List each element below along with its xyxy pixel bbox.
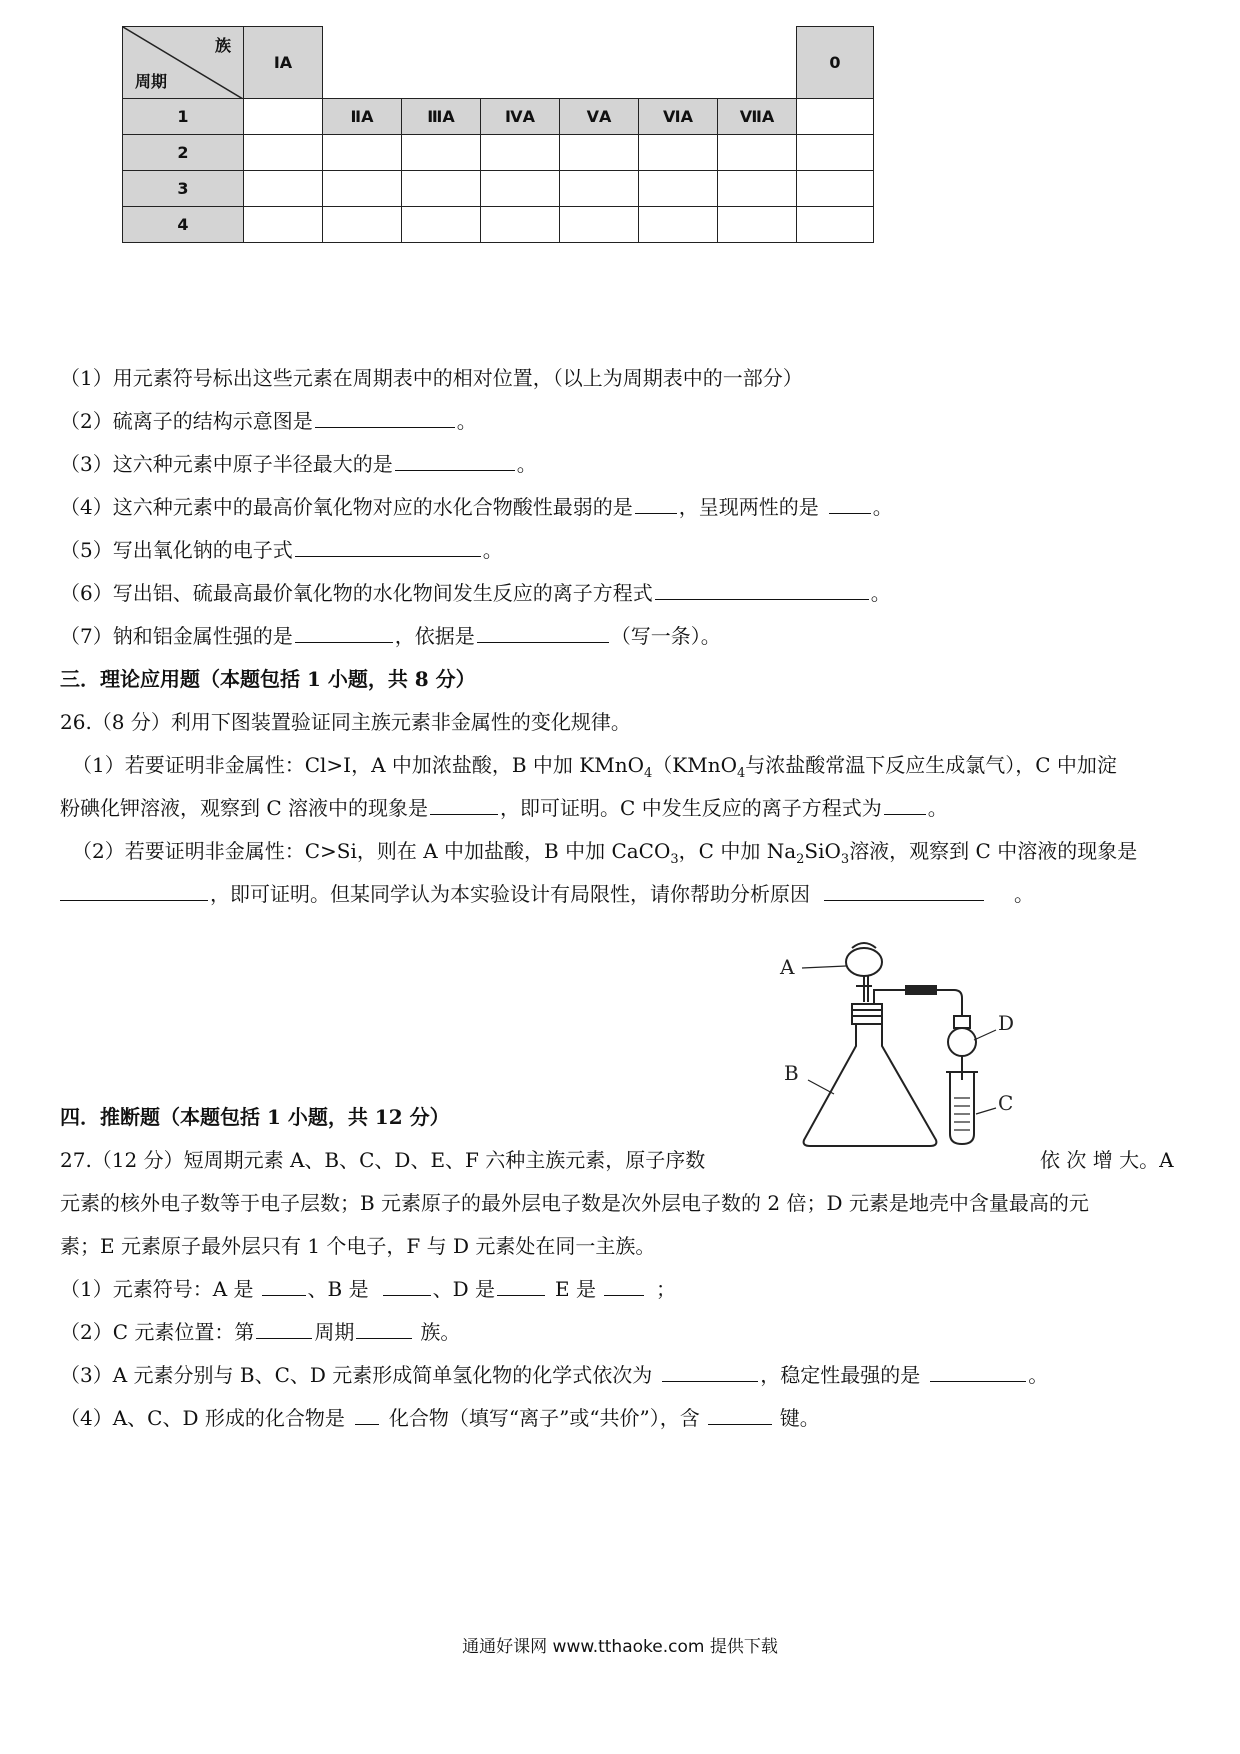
answer-blank[interactable] (930, 1363, 1026, 1382)
q26-part1-text: （KMnO (652, 753, 737, 777)
table-cell (639, 207, 718, 243)
flask-stopper (852, 1004, 882, 1024)
table-cell (323, 207, 402, 243)
q27-part4-text: 化合物（填写“离子”或“共价”），含 (388, 1406, 700, 1430)
q26-part2-line2 (60, 880, 1034, 908)
answer-blank[interactable] (60, 882, 208, 901)
q25-part2 (60, 407, 477, 435)
section-4-heading: 四．推断题（本题包括 1 小题，共 12 分） (60, 1105, 450, 1129)
answer-blank[interactable] (604, 1277, 644, 1296)
q25-part3-end: 。 (516, 452, 537, 476)
table-corner-cell (123, 27, 244, 99)
answer-blank[interactable] (497, 1277, 545, 1296)
group-5a-header: ⅤA (560, 99, 639, 135)
q26-part1-end: 。 (927, 796, 948, 820)
q27-line2: 元素的核外电子数等于电子层数；B 元素原子的最外层电子数是次外层电子数的 2 倍；D 元素是地壳中含量最高的元 (60, 1191, 1089, 1215)
q25-part7-end: （写一条）。 (610, 624, 721, 648)
q27-part2-text: 周期 (314, 1320, 355, 1344)
answer-blank[interactable] (824, 882, 984, 901)
q27-part1-text: 、B 是 (307, 1277, 369, 1301)
q27-part4 (60, 1404, 820, 1432)
test-tube (950, 1072, 974, 1144)
q25-part3-text: （3）这六种元素中原子半径最大的是 (60, 452, 393, 476)
q27-part3-text: （3）A 元素分别与 B、C、D 元素形成简单氢化物的化学式依次为 (60, 1363, 653, 1387)
table-cell (244, 99, 323, 135)
table-cell (560, 171, 639, 207)
answer-blank[interactable] (635, 495, 677, 514)
q25-part4-text: （4）这六种元素中的最高价氧化物对应的水化合物酸性最弱的是 (60, 495, 633, 519)
tube-stopper (954, 1016, 970, 1028)
table-cell (323, 135, 402, 171)
table-gap (323, 27, 797, 99)
q26-part1-text: （1）若要证明非金属性：Cl>I，A 中加浓盐酸，B 中加 KMnO (72, 753, 644, 777)
q26-part2-end: 。 (1014, 882, 1034, 906)
subscript: 4 (644, 766, 653, 781)
periodic-table (122, 26, 874, 243)
answer-blank[interactable] (315, 409, 455, 428)
q25-part4-end: 。 (872, 495, 893, 519)
table-cell (481, 207, 560, 243)
group-0-header: 0 (797, 27, 874, 99)
q26-part1-line2 (60, 794, 948, 822)
table-cell (244, 207, 323, 243)
table-cell (797, 171, 874, 207)
q27-part4-end: 键。 (779, 1406, 820, 1430)
q26-part2-text: SiO (804, 839, 841, 863)
period-2-label: 2 (123, 135, 244, 171)
q27-part2-end: 族。 (420, 1320, 461, 1344)
q25-part1: （1）用元素符号标出这些元素在周期表中的相对位置，（以上为周期表中的一部分） (60, 366, 803, 390)
table-cell (560, 207, 639, 243)
q25-part2-end: 。 (456, 409, 477, 433)
period-4-label: 4 (123, 207, 244, 243)
table-cell (718, 171, 797, 207)
subscript: 2 (796, 852, 805, 867)
corner-period-label: 周期 (135, 72, 168, 91)
table-cell (797, 99, 874, 135)
q25-part7 (60, 622, 721, 650)
subscript: 3 (840, 852, 850, 867)
q26-part2-line1 (72, 837, 1137, 874)
q26-part1-text: 粉碘化钾溶液，观察到 C 溶液中的现象是 (60, 796, 429, 820)
table-cell (797, 135, 874, 171)
group-1a-header: ⅠA (244, 27, 323, 99)
drying-bulb (948, 1028, 976, 1056)
q27-part1 (60, 1275, 676, 1303)
q26-part2-text: ，C 中加 Na (678, 839, 797, 863)
answer-blank[interactable] (355, 1406, 379, 1425)
q27-line1-end: 依 次 增 大。A (1040, 1148, 1174, 1172)
table-cell (560, 135, 639, 171)
table-cell (481, 171, 560, 207)
page-footer: 通通好课网 www.tthaoke.com 提供下载 (462, 1637, 778, 1657)
q26-part2-text: （2）若要证明非金属性：C>Si，则在 A 中加盐酸，B 中加 CaCO (72, 839, 671, 863)
q26-part1-line1 (72, 751, 1117, 788)
answer-blank[interactable] (829, 495, 871, 514)
separatory-funnel (846, 948, 882, 976)
q26-part2-text: 溶液，观察到 C 中溶液的现象是 (849, 839, 1138, 863)
rubber-connector (906, 986, 936, 994)
q25-part6-text: （6）写出铝、硫最高最价氧化物的水化物间发生反应的离子方程式 (60, 581, 653, 605)
q27-part1-text: （1）元素符号：A 是 (60, 1277, 254, 1301)
section-3-heading: 三．理论应用题（本题包括 1 小题，共 8 分） (60, 667, 476, 691)
q27-line1: 27.（12 分）短周期元素 A、B、C、D、E、F 六种主族元素，原子序数 (60, 1148, 706, 1172)
q25-part5-text: （5）写出氧化钠的电子式 (60, 538, 293, 562)
q26-part2-text: ，即可证明。但某同学认为本实验设计有局限性，请你帮助分析原因 (210, 882, 810, 906)
answer-blank[interactable] (662, 1363, 758, 1382)
subscript: 4 (736, 766, 746, 781)
answer-blank[interactable] (477, 624, 609, 643)
period-3-label: 3 (123, 171, 244, 207)
table-cell (323, 171, 402, 207)
q25-part6-end: 。 (870, 581, 891, 605)
q27-part4-text: （4）A、C、D 形成的化合物是 (60, 1406, 345, 1430)
q26-heading: 26.（8 分）利用下图装置验证同主族元素非金属性的变化规律。 (60, 710, 631, 734)
q27-part1-text: 、D 是 (432, 1277, 495, 1301)
table-cell (718, 135, 797, 171)
q25-part2-text: （2）硫离子的结构示意图是 (60, 409, 313, 433)
table-cell (797, 207, 874, 243)
answer-blank[interactable] (655, 581, 869, 600)
subscript: 3 (670, 852, 679, 867)
q25-part4-text2: ，呈现两性的是 (678, 495, 819, 519)
answer-blank[interactable] (884, 796, 926, 815)
apparatus-diagram (770, 930, 1040, 1150)
period-1-label: 1 (123, 99, 244, 135)
q27-part3 (60, 1361, 1048, 1389)
table-cell (718, 207, 797, 243)
table-cell (639, 135, 718, 171)
q27-part2 (60, 1318, 460, 1346)
q26-part1-text: 与浓盐酸常温下反应生成氯气），C 中加淀 (745, 753, 1117, 777)
q25-part5-end: 。 (482, 538, 503, 562)
q25-part6 (60, 579, 891, 607)
q26-part1-text: ，即可证明。C 中发生反应的离子方程式为 (500, 796, 882, 820)
label-b: B (784, 1061, 799, 1085)
group-6a-header: ⅥA (639, 99, 718, 135)
answer-blank[interactable] (295, 624, 393, 643)
q25-part7-text2: ，依据是 (394, 624, 475, 648)
q27-part3-text: ，稳定性最强的是 (760, 1363, 921, 1387)
q27-part1-text: E 是 (555, 1277, 596, 1301)
group-7a-header: ⅦA (718, 99, 797, 135)
conical-flask (804, 1024, 937, 1146)
q27-part1-end: ； (655, 1277, 676, 1301)
q27-part2-text: （2）C 元素位置：第 (60, 1320, 255, 1344)
group-2a-header: ⅡA (323, 99, 402, 135)
table-cell (402, 207, 481, 243)
table-cell (639, 171, 718, 207)
q25-part3 (60, 450, 537, 478)
q25-part4 (60, 493, 893, 521)
answer-blank[interactable] (395, 452, 515, 471)
answer-blank[interactable] (262, 1277, 306, 1296)
q25-part7-text: （7）钠和铝金属性强的是 (60, 624, 293, 648)
table-cell (244, 135, 323, 171)
table-cell (481, 135, 560, 171)
table-cell (244, 171, 323, 207)
label-d: D (998, 1011, 1015, 1035)
group-3a-header: ⅢA (402, 99, 481, 135)
answer-blank[interactable] (356, 1320, 412, 1339)
label-c: C (998, 1091, 1014, 1115)
answer-blank[interactable] (430, 796, 498, 815)
answer-blank[interactable] (256, 1320, 312, 1339)
q25-part5 (60, 536, 503, 564)
answer-blank[interactable] (708, 1406, 772, 1425)
table-cell (402, 135, 481, 171)
answer-blank[interactable] (295, 538, 481, 557)
corner-group-label: 族 (214, 36, 231, 55)
table-cell (402, 171, 481, 207)
answer-blank[interactable] (383, 1277, 431, 1296)
label-a: A (780, 955, 795, 979)
q27-line3: 素；E 元素原子最外层只有 1 个电子，F 与 D 元素处在同一主族。 (60, 1234, 656, 1258)
group-4a-header: ⅣA (481, 99, 560, 135)
q27-part3-end: 。 (1028, 1363, 1049, 1387)
